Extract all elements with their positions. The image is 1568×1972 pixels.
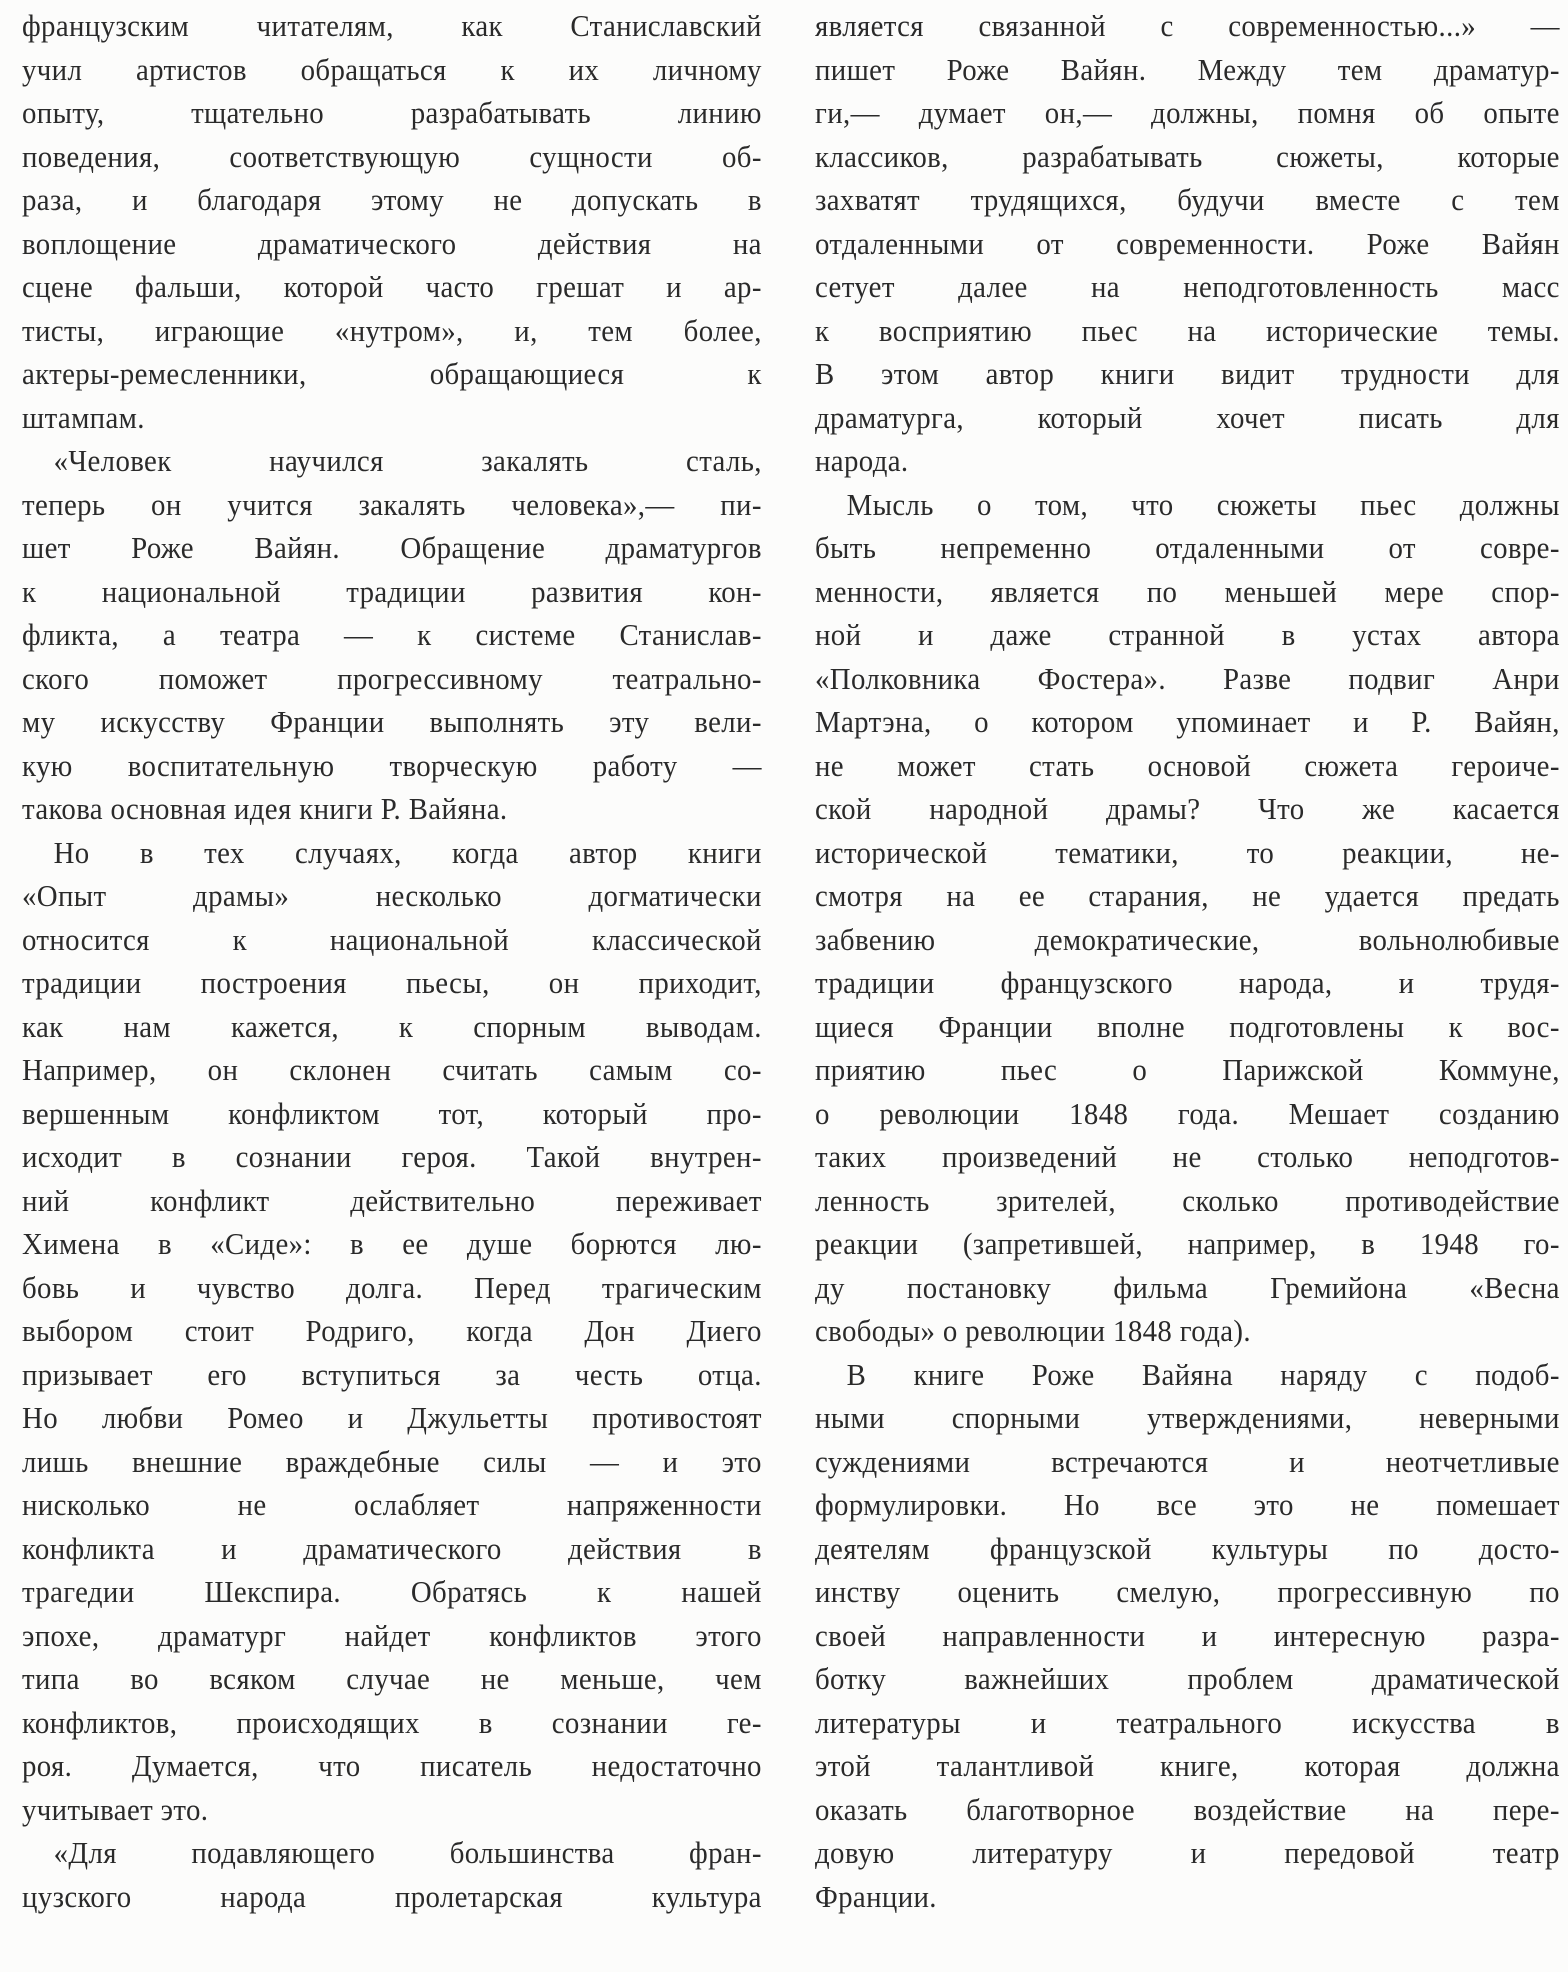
text-line: ными спорными утверждениями, неверными bbox=[815, 1400, 1560, 1435]
text-line: народа. bbox=[815, 443, 909, 478]
text-line: Например, он склонен считать самым со- bbox=[22, 1052, 762, 1087]
text-line: пишет Роже Вайян. Между тем драматур- bbox=[815, 51, 1560, 87]
paragraph bbox=[815, 4, 1560, 483]
text-line: литературы и театрального искусства в bbox=[815, 1704, 1560, 1740]
text-line: «Полковника Фостера». Разве подвиг Анри bbox=[815, 660, 1560, 696]
text-line: «Опыт драмы» несколько догматически bbox=[22, 878, 762, 913]
text-line: приятию пьес о Парижской Коммуне, bbox=[815, 1052, 1560, 1087]
text-line: лишь внешние враждебные силы — и это bbox=[22, 1443, 762, 1479]
text-line: типа во всяком случае не меньше, чем bbox=[22, 1661, 762, 1696]
text-line: своей направленности и интересную разра- bbox=[815, 1617, 1560, 1653]
text-line: является связанной с современностью...» — bbox=[815, 8, 1560, 43]
text-line: ний конфликт действительно переживает bbox=[22, 1182, 762, 1218]
text-line: учил артистов обращаться к их личному bbox=[22, 51, 762, 87]
text-line: сетует далее на неподготовленность масс bbox=[815, 269, 1560, 304]
text-line: теперь он учится закалять человека»,— пи- bbox=[22, 486, 762, 522]
text-line: ской народной драмы? Что же касается bbox=[815, 791, 1560, 826]
text-line: ной и даже странной в устах автора bbox=[815, 617, 1560, 652]
text-line: В этом автор книги видит трудности для bbox=[815, 356, 1560, 391]
text-line: Франции. bbox=[815, 1878, 937, 1914]
text-line: актеры-ремесленники, обращающиеся к bbox=[22, 356, 762, 391]
text-line: ленность зрителей, сколько противодействие bbox=[815, 1182, 1560, 1218]
text-line: французским читателям, как Станиславский bbox=[22, 8, 762, 43]
text-line: быть непременно отдаленными от совре- bbox=[815, 530, 1560, 565]
text-line: инству оценить смелую, прогрессивную по bbox=[815, 1574, 1560, 1609]
text-line: ботку важнейших проблем драматической bbox=[815, 1661, 1560, 1696]
text-line: штампам. bbox=[22, 399, 145, 435]
text-line: традиции построения пьесы, он приходит, bbox=[22, 965, 762, 1000]
paragraph bbox=[22, 439, 762, 831]
text-line: ду постановку фильма Гремийона «Весна bbox=[815, 1269, 1560, 1305]
text-line: ского поможет прогрессивному театрально- bbox=[22, 660, 762, 696]
text-line: таких произведений не столько неподготов- bbox=[815, 1139, 1560, 1174]
text-line: исторической тематики, то реакции, не- bbox=[815, 834, 1560, 870]
text-line: отдаленными от современности. Роже Вайян bbox=[815, 225, 1560, 261]
paragraph bbox=[22, 4, 762, 439]
text-line: свободы» о революции 1848 года). bbox=[815, 1313, 1251, 1348]
text-line: вершенным конфликтом тот, который про- bbox=[22, 1095, 762, 1131]
text-line: довую литературу и передовой театр bbox=[815, 1835, 1560, 1870]
text-line: «Для подавляющего большинства фран- bbox=[53, 1835, 762, 1870]
text-column-left bbox=[22, 4, 762, 1918]
text-line: трагедии Шекспира. Обратясь к нашей bbox=[22, 1574, 762, 1609]
text-line: этой талантливой книге, которая должна bbox=[815, 1748, 1560, 1783]
text-line: воплощение драматического действия на bbox=[22, 225, 762, 261]
text-line: конфликтов, происходящих в сознании ге- bbox=[22, 1704, 762, 1740]
text-line: учитывает это. bbox=[22, 1791, 209, 1827]
paragraph bbox=[22, 831, 762, 1832]
text-line: относится к национальной классической bbox=[22, 921, 762, 957]
text-line: как нам кажется, к спорным выводам. bbox=[22, 1008, 762, 1044]
text-column-right bbox=[815, 4, 1560, 1918]
text-line: нисколько не ослабляет напряженности bbox=[22, 1487, 762, 1522]
text-line: шет Роже Вайян. Обращение драматургов bbox=[22, 530, 762, 565]
paragraph bbox=[815, 1353, 1560, 1919]
text-line: классиков, разрабатывать сюжеты, которые bbox=[815, 138, 1560, 174]
text-line: тисты, играющие «нутром», и, тем более, bbox=[22, 312, 762, 348]
text-line: фликта, а театра — к системе Станислав- bbox=[22, 617, 762, 652]
text-line: щиеся Франции вполне подготовлены к вос- bbox=[815, 1008, 1560, 1044]
paragraph bbox=[22, 1831, 762, 1918]
text-line: к национальной традиции развития кон- bbox=[22, 573, 762, 609]
text-line: ги,— думает он,— должны, помня об опыте bbox=[815, 95, 1560, 130]
text-line: смотря на ее старания, не удается предать bbox=[815, 878, 1560, 913]
text-line: му искусству Франции выполнять эту вели- bbox=[22, 704, 762, 739]
text-line: поведения, соответствующую сущности об- bbox=[22, 138, 762, 174]
text-line: традиции французского народа, и трудя- bbox=[815, 965, 1560, 1000]
text-line: Но любви Ромео и Джульетты противостоят bbox=[22, 1400, 762, 1435]
text-line: оказать благотворное воздействие на пере- bbox=[815, 1791, 1560, 1827]
text-line: выбором стоит Родриго, когда Дон Диего bbox=[22, 1313, 762, 1348]
text-line: захватят трудящихся, будучи вместе с тем bbox=[815, 182, 1560, 217]
text-line: драматурга, который хочет писать для bbox=[815, 399, 1560, 435]
text-line: к восприятию пьес на исторические темы. bbox=[815, 312, 1560, 348]
text-line: В книге Роже Вайяна наряду с подоб- bbox=[846, 1356, 1560, 1392]
text-line: Химена в «Сиде»: в ее душе борются лю- bbox=[22, 1226, 762, 1261]
text-line: исходит в сознании героя. Такой внутрен- bbox=[22, 1139, 762, 1174]
text-line: деятелям французской культуры по досто- bbox=[815, 1530, 1560, 1566]
text-line: суждениями встречаются и неотчетливые bbox=[815, 1443, 1560, 1479]
text-line: раза, и благодаря этому не допускать в bbox=[22, 182, 762, 217]
text-line: такова основная идея книги Р. Вайяна. bbox=[22, 791, 508, 826]
text-line: «Человек научился закалять сталь, bbox=[53, 443, 762, 478]
text-line: Мысль о том, что сюжеты пьес должны bbox=[846, 486, 1560, 522]
text-line: Но в тех случаях, когда автор книги bbox=[53, 834, 762, 870]
text-line: формулировки. Но все это не помешает bbox=[815, 1487, 1560, 1522]
text-line: цузского народа пролетарская культура bbox=[22, 1878, 762, 1914]
text-line: эпохе, драматург найдет конфликтов этого bbox=[22, 1617, 762, 1653]
paragraph bbox=[815, 483, 1560, 1353]
text-line: забвению демократические, вольнолюбивые bbox=[815, 921, 1560, 957]
text-line: призывает его вступиться за честь отца. bbox=[22, 1356, 762, 1392]
text-line: кую воспитательную творческую работу — bbox=[22, 747, 762, 783]
text-line: Мартэна, о котором упоминает и Р. Вайян, bbox=[815, 704, 1560, 739]
text-line: опыту, тщательно разрабатывать линию bbox=[22, 95, 762, 130]
text-line: сцене фальши, которой часто грешат и ар- bbox=[22, 269, 762, 304]
text-line: менности, является по меньшей мере спор- bbox=[815, 573, 1560, 609]
text-line: роя. Думается, что писатель недостаточно bbox=[22, 1748, 762, 1783]
text-line: конфликта и драматического действия в bbox=[22, 1530, 762, 1566]
text-line: реакции (запретившей, например, в 1948 го- bbox=[815, 1226, 1560, 1261]
text-line: бовь и чувство долга. Перед трагическим bbox=[22, 1269, 762, 1305]
text-line: не может стать основой сюжета героиче- bbox=[815, 747, 1560, 783]
text-line: о революции 1848 года. Мешает созданию bbox=[815, 1095, 1560, 1131]
